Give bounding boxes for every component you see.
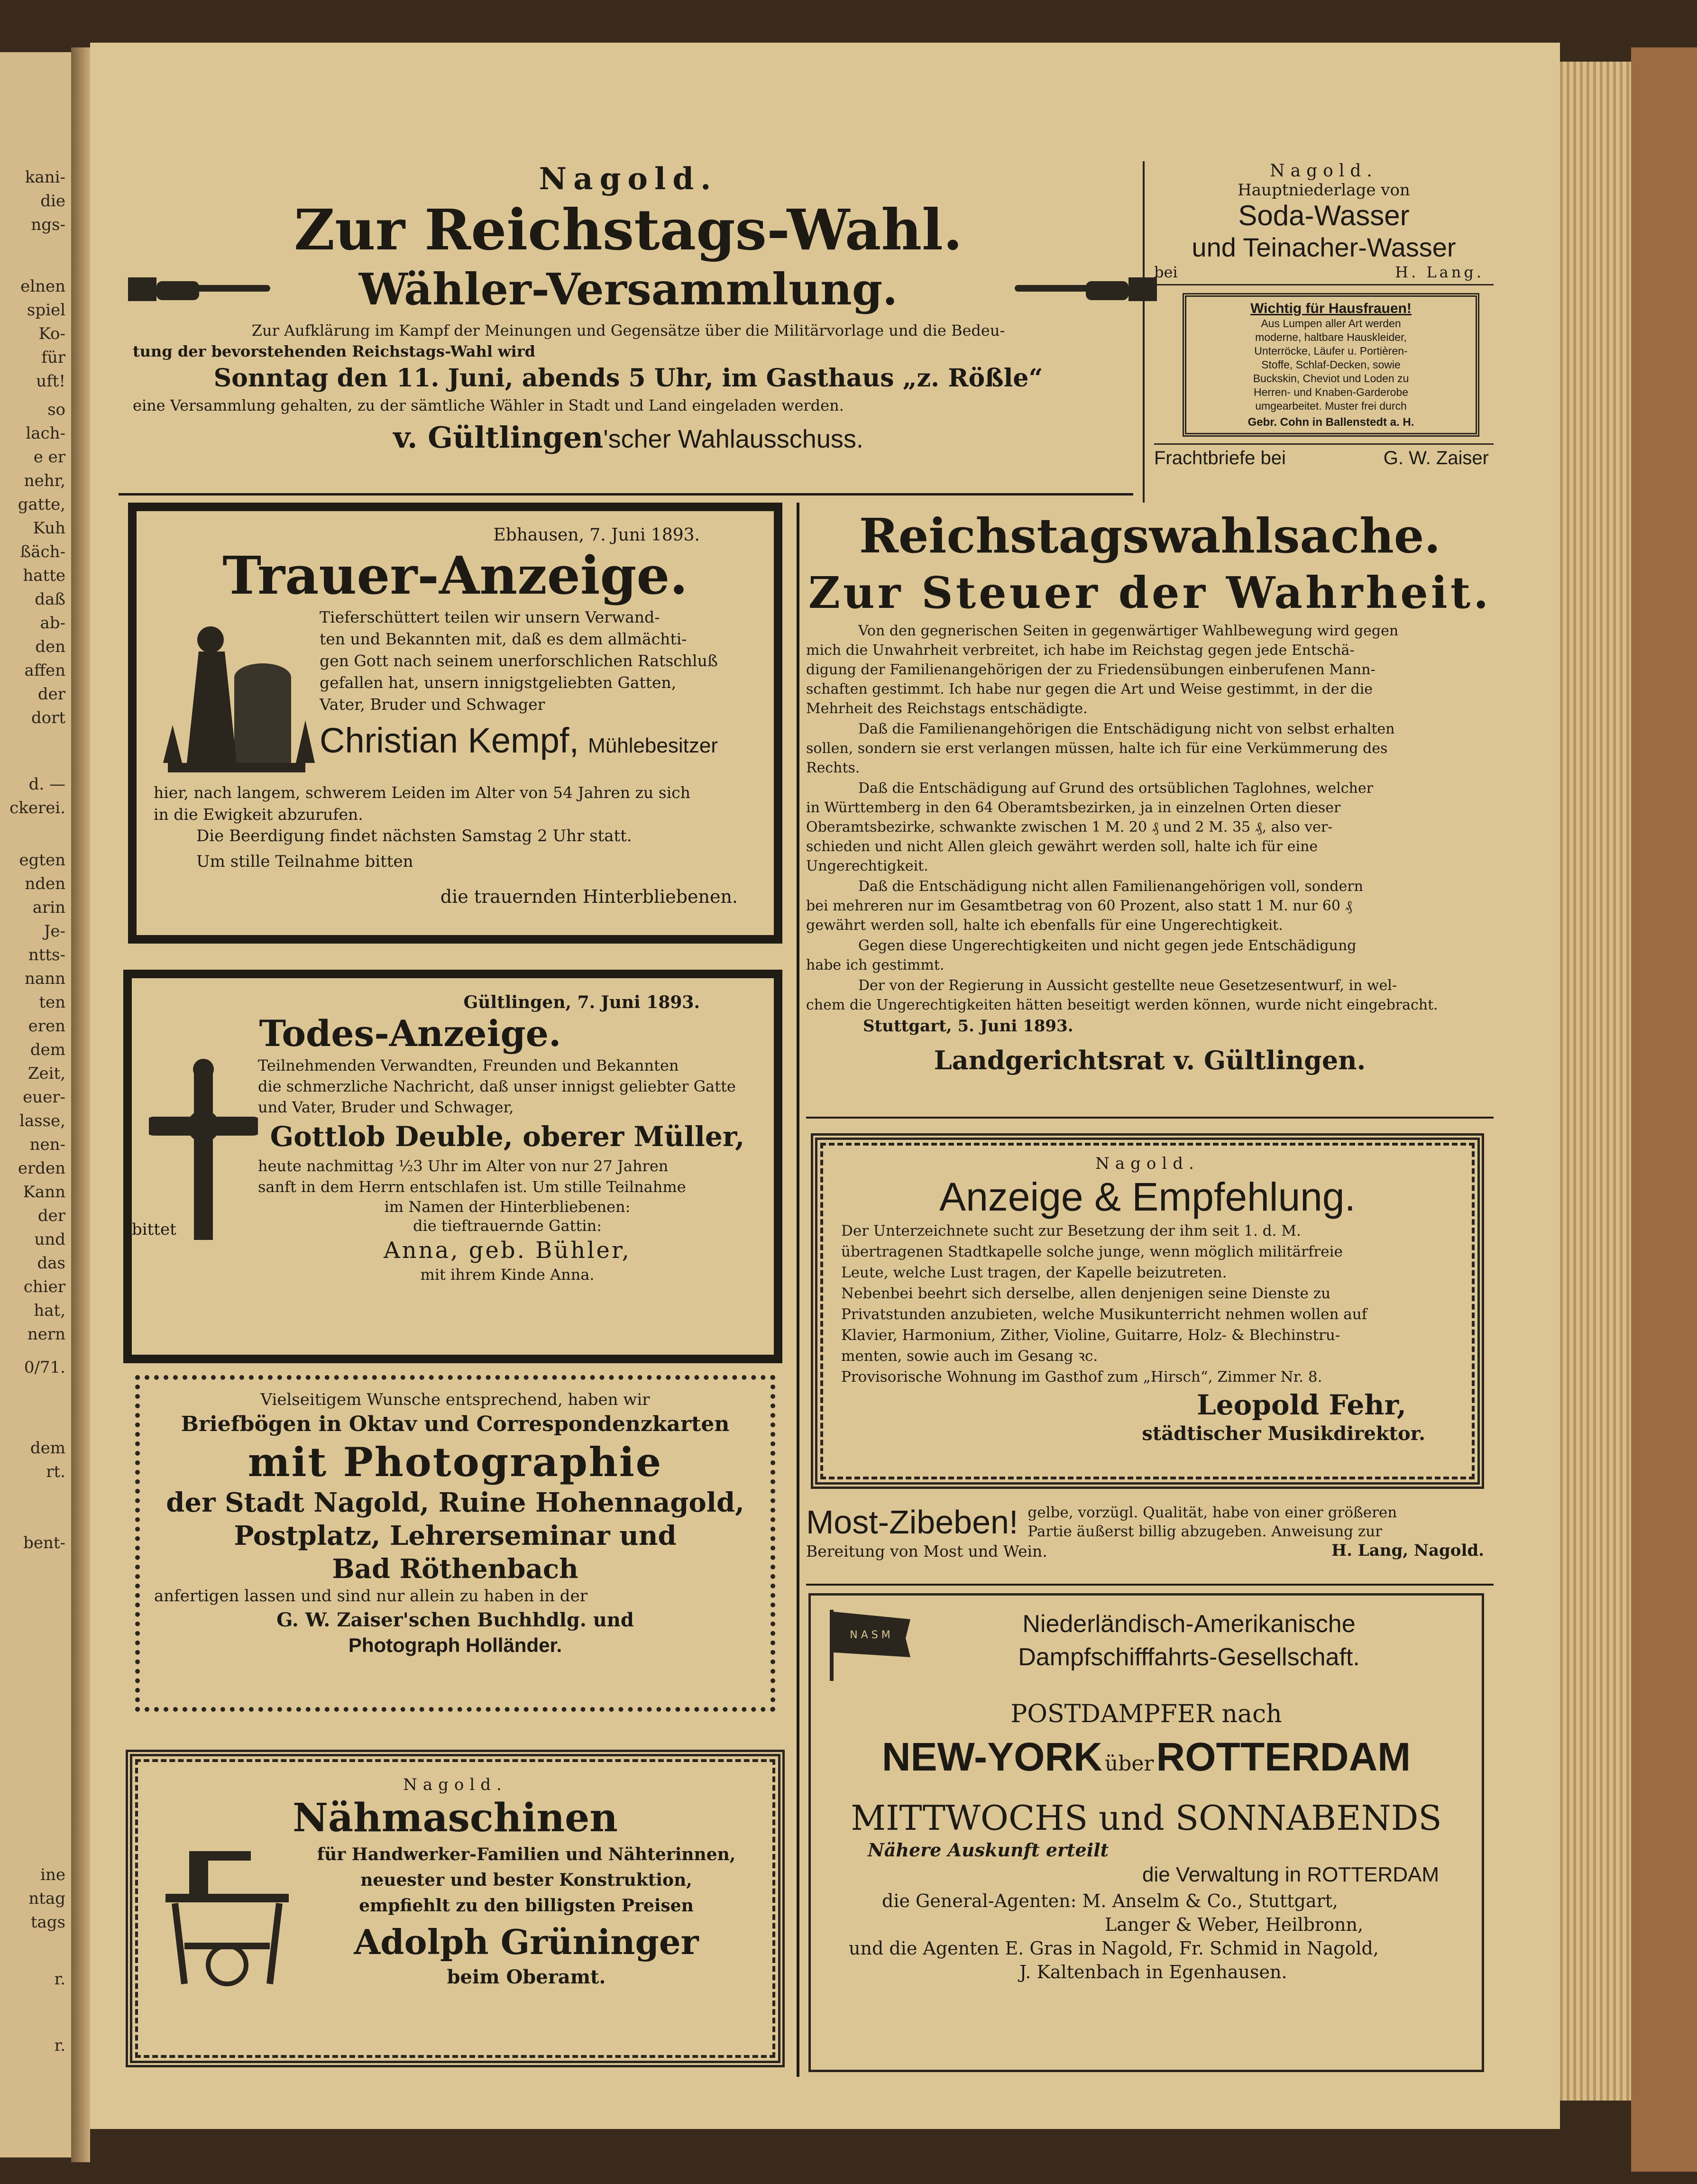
left-page-text-fragment: lach-: [26, 424, 65, 443]
pointing-hand-right-icon: [1015, 273, 1157, 306]
soda-inner-line: Stoffe, Schlaf-Decken, sowie: [1261, 358, 1401, 371]
kapelle-line: übertragenen Stadtkapelle solche junge, wenn möglich militärfreie: [841, 1243, 1343, 1260]
left-page-text-fragment: hatte: [23, 566, 65, 585]
trauer-request: Um stille Teilnahme bitten: [196, 852, 413, 871]
steuer-line: Mehrheit des Reichstags entschädigte.: [806, 700, 1088, 717]
left-page-text-fragment: Kann: [23, 1183, 65, 1202]
todes-line: im Namen der Hinterbliebenen:: [384, 1198, 631, 1216]
naeh-town: Nagold.: [403, 1775, 507, 1794]
book-gutter: [71, 47, 90, 2162]
election-signature-line: [119, 419, 1138, 458]
most-sign: H. Lang, Nagold.: [1331, 1541, 1484, 1560]
left-page-text-fragment: 0/71.: [24, 1358, 65, 1377]
kapelle-line: Klavier, Harmonium, Zither, Violine, Guitarre, Holz- & Blechinstru-: [841, 1327, 1340, 1344]
steuer-body: [806, 621, 1494, 1015]
most-ad: [806, 1503, 1494, 1584]
fracht-left: Frachtbriefe bei: [1154, 448, 1286, 468]
election-signature-suffix: 'scher Wahlausschuss.: [603, 425, 863, 453]
left-page-text-fragment: gatte,: [18, 495, 65, 514]
rule-under-election: [119, 493, 1133, 496]
election-subtitle: Wähler-Versammlung.: [358, 264, 898, 315]
steuer-line: digung der Familienangehörigen der zu Friedensübungen einberufenen Mann-: [806, 661, 1376, 678]
photo-company: G. W. Zaiser'schen Buchhdlg. und: [276, 1609, 634, 1631]
left-page-text-fragment: affen: [24, 661, 65, 680]
left-page-text-fragment: bent-: [23, 1533, 65, 1552]
todes-ad: [123, 970, 782, 1363]
todes-title: Todes-Anzeige.: [259, 1012, 561, 1055]
dampf-l2-newyork: NEW-YORK: [881, 1734, 1102, 1779]
left-page-text-fragment: r.: [54, 1970, 65, 1989]
trauer-funeral: Die Beerdigung findet nächsten Samstag 2 Uhr statt.: [196, 826, 632, 845]
left-page-text-fragment: e er: [33, 448, 65, 467]
left-page-text-fragment: die: [40, 192, 65, 211]
trauer-line: in die Ewigkeit abzurufen.: [154, 805, 363, 824]
soda-inner-line: umgearbeitet. Muster frei durch: [1255, 400, 1407, 412]
photo-line6: Bad Röthenbach: [332, 1553, 578, 1585]
todes-bittet: bittet: [132, 1220, 176, 1239]
trauer-lines: [320, 606, 757, 716]
steuer-line: sollen, sondern sie erst verlangen müssen, halte ich für eine Verkümmerung des: [806, 740, 1388, 757]
trauer-lines2: [154, 782, 757, 826]
todes-widow: Anna, geb. Bühler,: [384, 1237, 631, 1264]
soda-inner-line: Herren- und Knaben-Garderobe: [1253, 386, 1409, 398]
steuer-line: Daß die Familienangehörigen die Entschädigung nicht von selbst erhalten: [858, 721, 1395, 737]
left-page-text-fragment: nen-: [29, 1135, 65, 1154]
left-page-text-fragment: der: [37, 1206, 65, 1225]
kapelle-ad: [811, 1133, 1484, 1489]
most-lines: [1018, 1503, 1397, 1541]
left-page-text-fragment: r.: [54, 2036, 65, 2055]
soda-town: Nagold.: [1270, 161, 1378, 181]
trauer-line: gefallen hat, unsern innigstgeliebten Gatten,: [320, 673, 677, 692]
kapelle-line: Der Unterzeichnete sucht zur Besetzung der ihm seit 1. d. M.: [841, 1222, 1301, 1239]
election-title: Zur Reichstags-Wahl.: [294, 197, 963, 263]
kapelle-title: Anzeige & Empfehlung.: [939, 1175, 1356, 1219]
photo-photographer: Photograph Holländer.: [348, 1634, 562, 1656]
steuer-line: gewährt werden soll, halte ich ebenfalls für eine Ungerechtigkeit.: [806, 917, 1283, 934]
steuer-line: Der von der Regierung in Aussicht gestellte neue Gesetzesentwurf, in wel-: [858, 977, 1397, 994]
most-title: Most-Zibeben!: [806, 1504, 1018, 1541]
ship-flag-text: N A S M: [850, 1629, 890, 1641]
photo-line2: Briefbögen in Oktav und Correspondenzkarten: [181, 1412, 730, 1436]
todes-lines2: [258, 1156, 757, 1197]
kapelle-line: Nebenbei beehrt sich derselbe, allen denjenigen seine Dienste zu: [841, 1285, 1331, 1302]
left-page-text-fragment: erden: [18, 1159, 65, 1178]
trauer-sign: die trauernden Hinterbliebenen.: [440, 886, 738, 907]
soda-line2: Soda-Wasser: [1238, 200, 1410, 231]
dampf-l8: und die Agenten E. Gras in Nagold, Fr. Schmid in Nagold,: [849, 1938, 1379, 1959]
steuer-line: mich die Unwahrheit verbreitet, ich habe im Reichstag gegen jede Entschä-: [806, 642, 1355, 659]
most-line3: Bereitung von Most und Wein.: [806, 1542, 1047, 1560]
soda-bei: bei: [1154, 263, 1178, 281]
kapelle-role: städtischer Musikdirektor.: [1142, 1422, 1425, 1445]
steuer-title: Reichstagswahlsache.: [859, 508, 1441, 564]
dampf-company1: Niederländisch-Amerikanische: [1022, 1610, 1356, 1638]
dampf-l7: Langer & Weber, Heilbronn,: [1105, 1914, 1364, 1935]
left-page-text-fragment: uft!: [36, 372, 65, 391]
election-ad: [119, 152, 1138, 493]
left-page-text-fragment: für: [41, 348, 65, 367]
left-page-text-fragment: nern: [27, 1325, 65, 1344]
todes-line: die tieftrauernde Gattin:: [413, 1217, 602, 1235]
left-page-text-fragment: das: [37, 1254, 65, 1273]
photo-line4: der Stadt Nagold, Ruine Hohennagold,: [166, 1487, 744, 1518]
soda-inner-line: Unterröcke, Läufer u. Portièren-: [1254, 345, 1408, 357]
most-line: gelbe, vorzügl. Qualität, habe von einer größeren: [1027, 1504, 1397, 1521]
soda-inner-box: [1183, 293, 1479, 437]
dampfschiff-ad: [808, 1593, 1484, 2072]
steuer-paragraph: [806, 779, 1494, 876]
soda-inner-line: Aus Lumpen aller Art werden: [1261, 317, 1401, 330]
todes-line: und Vater, Bruder und Schwager,: [258, 1098, 514, 1116]
photo-headline: mit Photographie: [248, 1439, 663, 1486]
steuer-sign: Landgerichtsrat v. Gültlingen.: [934, 1045, 1366, 1075]
most-line: Partie äußerst billig abzugeben. Anweisung zur: [1027, 1523, 1382, 1540]
soda-inner-line: moderne, haltbare Hauskleider,: [1255, 331, 1407, 343]
dampf-l1: POSTDAMPFER nach: [1010, 1700, 1282, 1728]
steuer-line: habe ich gestimmt.: [806, 957, 945, 973]
todes-lines3: [258, 1197, 757, 1235]
photo-line5: Postplatz, Lehrerseminar und: [234, 1520, 677, 1551]
election-signature: v. Gültlingen: [393, 420, 604, 455]
kapelle-line: menten, sowie auch im Gesang ꝛc.: [841, 1348, 1098, 1365]
steuer-paragraph: [806, 621, 1494, 718]
left-page-text-fragment: ab-: [40, 614, 65, 633]
trauer-line: ten und Bekannten mit, daß es dem allmächti-: [320, 630, 687, 648]
dampf-l4: Nähere Auskunft erteilt: [868, 1839, 1109, 1861]
mourning-figure-icon: [154, 606, 320, 782]
steuer-line: Daß die Entschädigung nicht allen Familienangehörigen voll, sondern: [858, 878, 1363, 895]
trauer-line: Tieferschüttert teilen wir unsern Verwand-: [320, 608, 660, 626]
left-page-text-fragment: lasse,: [19, 1111, 65, 1130]
ship-flag-icon: [825, 1605, 915, 1681]
left-page-text-fragment: der: [37, 685, 65, 704]
dampf-l2-rotterdam: ROTTERDAM: [1156, 1734, 1411, 1779]
trauer-line: gen Gott nach seinem unerforschlichen Ratschluß: [320, 652, 718, 670]
naeh-line: neuester und bester Konstruktion,: [360, 1870, 692, 1890]
steuer-line: Oberamtsbezirke, schwankte zwischen 1 M. 20 ₰ und 2 M. 35 ₰, also ver-: [806, 819, 1333, 835]
left-page-text-fragment: ntts-: [28, 945, 65, 964]
left-page-text-fragment: tags: [30, 1913, 65, 1932]
trauer-place-date: Ebhausen, 7. Juni 1893.: [493, 525, 700, 545]
left-page-text-fragment: rt.: [46, 1462, 65, 1481]
left-page-text-fragment: dort: [31, 708, 65, 727]
trauer-line: Vater, Bruder und Schwager: [320, 695, 545, 714]
steuer-line: bei mehreren nur im Gesamtbetrag von 60 Prozent, also statt 1 M. nur 60 ₰: [806, 898, 1352, 914]
dampf-l5: die Verwaltung in ROTTERDAM: [1142, 1863, 1439, 1886]
page-edges: [1560, 62, 1631, 2101]
election-town: Nagold.: [539, 161, 718, 197]
left-page-text-fragment: spiel: [27, 301, 65, 320]
left-page-text-fragment: daß: [35, 590, 65, 609]
steuer-line: chem die Ungerechtigkeiten hätten beseitigt werden können, wurde nicht eingebracht.: [806, 997, 1438, 1013]
left-page-text-fragment: elnen: [20, 277, 65, 296]
steuer-paragraph: [806, 976, 1494, 1015]
steuer-line: Gegen diese Ungerechtigkeiten und nicht gegen jede Entschädigung: [858, 937, 1357, 954]
naeh-line: für Handwerker-Familien und Nähterinnen,: [317, 1844, 736, 1864]
election-date: Sonntag den 11. Juni, abends 5 Uhr, im Gasthaus „z. Rößle“: [213, 364, 1043, 393]
fracht-right: G. W. Zaiser: [1383, 448, 1489, 468]
column-rule: [797, 503, 799, 2077]
left-page-text-fragment: ngs-: [31, 215, 65, 234]
left-page-text-fragment: den: [35, 637, 65, 656]
steuer-line: Rechts.: [806, 760, 860, 776]
trauer-occupation: Mühlebesitzer: [588, 734, 718, 757]
kapelle-town: Nagold.: [1095, 1154, 1200, 1173]
steuer-line: schaften gestimmt. Ich habe nur gegen die Art und Weise gestimmt, in der die: [806, 681, 1373, 697]
left-page-text-fragment: dem: [30, 1040, 65, 1059]
trauer-name: Christian Kempf,: [320, 721, 579, 760]
todes-place-date: Gültlingen, 7. Juni 1893.: [463, 992, 700, 1012]
naeh-place: beim Oberamt.: [447, 1966, 606, 1988]
soda-inner-title: Wichtig für Hausfrauen!: [1250, 301, 1412, 316]
left-page-text-fragment: ntag: [28, 1889, 65, 1908]
dampf-l3: MITTWOCHS und SONNABENDS: [851, 1798, 1442, 1838]
left-page-text-fragment: ckerei.: [9, 798, 65, 817]
todes-name: Gottlob Deuble, oberer Müller,: [270, 1120, 745, 1153]
soda-line1: Hauptniederlage von: [1238, 181, 1410, 200]
todes-line: sanft in dem Herrn entschlafen ist. Um stille Teilnahme: [258, 1178, 686, 1196]
kapelle-name: Leopold Fehr,: [1197, 1389, 1406, 1421]
left-page-text-fragment: egten: [19, 851, 65, 870]
left-page-text-fragment: ßäch-: [20, 542, 65, 561]
soda-inner-line: Buckskin, Cheviot und Loden zu: [1253, 372, 1409, 385]
steuer-line: schieden und nicht Allen gleich gewährt werden soll, halte ich für eine: [806, 838, 1318, 855]
steuer-line: Von den gegnerischen Seiten in gegenwärtiger Wahlbewegung wird gegen: [858, 623, 1399, 639]
kapelle-line: Provisorische Wohnung im Gasthof zum „Hirsch“, Zimmer Nr. 8.: [841, 1368, 1322, 1386]
left-page-text-fragment: nden: [25, 874, 65, 893]
left-page-text-fragment: arin: [32, 898, 65, 917]
sewing-machine-icon: [156, 1842, 298, 1993]
election-intro-2: tung der bevorstehenden Reichstags-Wahl wird: [133, 342, 535, 360]
todes-line: die schmerzliche Nachricht, daß unser innigst geliebter Gatte: [258, 1077, 736, 1095]
left-page-text-fragment: ine: [40, 1865, 65, 1884]
todes-line: Teilnehmenden Verwandten, Freunden und Bekannten: [258, 1056, 679, 1074]
photo-ad: [135, 1375, 775, 1712]
soda-inner-sign: Gebr. Cohn in Ballenstedt a. H.: [1248, 416, 1414, 429]
todes-child: mit ihrem Kinde Anna.: [420, 1266, 595, 1284]
naeh-line: empfiehlt zu den billigsten Preisen: [359, 1896, 694, 1916]
soda-ad: [1143, 161, 1494, 503]
trauer-ad: [128, 503, 782, 944]
steuer-subtitle: Zur Steuer der Wahrheit.: [808, 567, 1492, 618]
left-page-text-fragment: ten: [39, 993, 65, 1012]
election-invite: eine Versammlung gehalten, zu der sämtliche Wähler in Stadt und Land eingeladen werden.: [133, 396, 844, 414]
left-page-text-fragment: Kuh: [33, 519, 65, 538]
rule-under-most: [806, 1584, 1494, 1586]
left-page-text-fragment: Ko-: [38, 324, 65, 343]
left-page-text-fragment: chier: [23, 1277, 65, 1296]
naeh-name: Adolph Grüninger: [354, 1922, 699, 1962]
trauer-line: hier, nach langem, schwerem Leiden im Alter von 54 Jahren zu sich: [154, 783, 691, 802]
photo-intro: Vielseitigem Wunsche entsprechend, haben wir: [260, 1390, 650, 1409]
dampf-l2-ueber: über: [1104, 1752, 1154, 1776]
naehmaschinen-ad: [126, 1750, 785, 2067]
soda-inner-lines: [1192, 317, 1470, 413]
left-page-text-fragment: und: [34, 1230, 65, 1249]
naeh-lines: [298, 1842, 754, 1918]
left-page-text-fragment: kani-: [25, 168, 65, 187]
steuer-line: Ungerechtigkeit.: [806, 858, 928, 874]
left-page-text-fragment: d. —: [28, 775, 65, 794]
left-page-text-fragment: Je-: [44, 922, 65, 941]
dampf-company2: Dampfschifffahrts-Gesellschaft.: [1018, 1643, 1360, 1671]
kapelle-lines: [841, 1220, 1454, 1387]
todes-lines: [258, 1055, 757, 1118]
cross-icon: [149, 1055, 258, 1245]
steuer-line: in Württemberg in den 64 Oberamtsbezirken, ja in einzelnen Orten dieser: [806, 799, 1341, 816]
left-page-text-fragment: nann: [25, 969, 65, 988]
naeh-title: Nähmaschinen: [293, 1795, 618, 1841]
left-page-text-fragment: eren: [28, 1017, 65, 1036]
left-page-text-fragment: Zeit,: [28, 1064, 65, 1083]
photo-line7: anfertigen lassen und sind nur allein zu haben in der: [154, 1587, 587, 1606]
steuer-ad: [806, 507, 1494, 1114]
kapelle-line: Privatstunden anzubieten, welche Musikunterricht nehmen wollen auf: [841, 1306, 1367, 1323]
left-page-text-fragment: so: [47, 400, 65, 419]
steuer-paragraph: [806, 877, 1494, 935]
dampf-l2: [811, 1728, 1482, 1797]
left-page-text-fragment: nehr,: [24, 471, 65, 490]
dampf-l6: die General-Agenten: M. Anselm & Co., Stuttgart,: [882, 1890, 1338, 1911]
steuer-paragraph: [806, 936, 1494, 975]
steuer-paragraph: [806, 719, 1494, 778]
left-page-text-fragment: hat,: [34, 1301, 65, 1320]
dampf-l9: J. Kaltenbach in Egenhausen.: [1019, 1962, 1287, 1982]
election-intro: Zur Aufklärung im Kampf der Meinungen und Gegensätze über die Militärvorlage und die Bedeu-: [251, 321, 1005, 340]
todes-line: heute nachmittag ½3 Uhr im Alter von nur 27 Jahren: [258, 1157, 669, 1175]
pointing-hand-left-icon: [128, 273, 270, 306]
book-cover: [1631, 47, 1697, 2172]
kapelle-line: Leute, welche Lust tragen, der Kapelle beizutreten.: [841, 1264, 1227, 1281]
trauer-title: Trauer-Anzeige.: [222, 545, 688, 606]
steuer-line: Daß die Entschädigung auf Grund des ortsüblichen Taglohnes, welcher: [858, 780, 1373, 797]
rule-under-steuer: [806, 1117, 1494, 1119]
soda-line3: und Teinacher-Wasser: [1192, 232, 1456, 262]
soda-name: H. Lang.: [1395, 263, 1484, 281]
left-page-text-fragment: euer-: [23, 1088, 65, 1107]
steuer-place-date: Stuttgart, 5. Juni 1893.: [863, 1017, 1073, 1036]
left-page-text-fragment: dem: [30, 1439, 65, 1458]
